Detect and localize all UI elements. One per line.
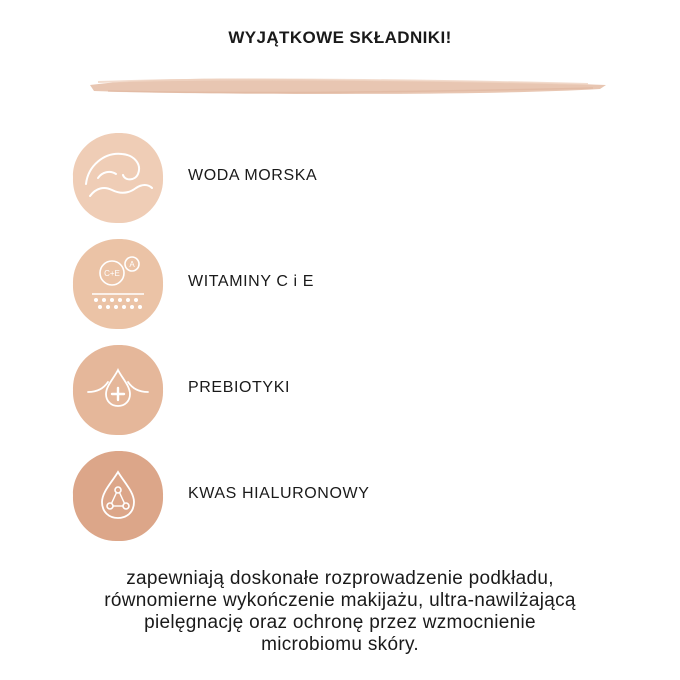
description — [40, 568, 640, 656]
description-line-2: równomierne wykończenie makijażu, ultra-nawilżającą — [104, 590, 576, 611]
droplet-plus-icon — [70, 342, 166, 438]
vitamins-icon-text-ce: C+E — [104, 269, 120, 278]
molecule-drop-icon — [70, 448, 166, 544]
wave-icon — [70, 130, 166, 226]
ingredient-row-prebiotics — [70, 342, 630, 438]
ingredient-label: PREBIOTYKI — [188, 379, 291, 396]
ingredient-row-vitamins — [70, 236, 630, 332]
ingredient-label: WODA MORSKA — [188, 167, 318, 184]
description-line-1: zapewniają doskonałe rozprowadzenie podkładu, — [126, 568, 554, 589]
ingredient-label: KWAS HIALURONOWY — [188, 485, 370, 502]
brush-stroke-divider — [88, 72, 608, 102]
ingredient-row-sea-water — [70, 130, 630, 226]
vitamins-icon — [70, 236, 166, 332]
description-line-4: microbiomu skóry. — [261, 634, 419, 655]
ingredient-row-hyaluronic-acid — [70, 448, 630, 544]
section-title: WYJĄTKOWE SKŁADNIKI! — [228, 28, 452, 47]
ingredient-label: WITAMINY C i E — [188, 273, 315, 290]
description-line-3: pielęgnację oraz ochronę przez wzmocnienie — [144, 612, 536, 633]
vitamins-icon-text-a: A — [129, 260, 135, 269]
